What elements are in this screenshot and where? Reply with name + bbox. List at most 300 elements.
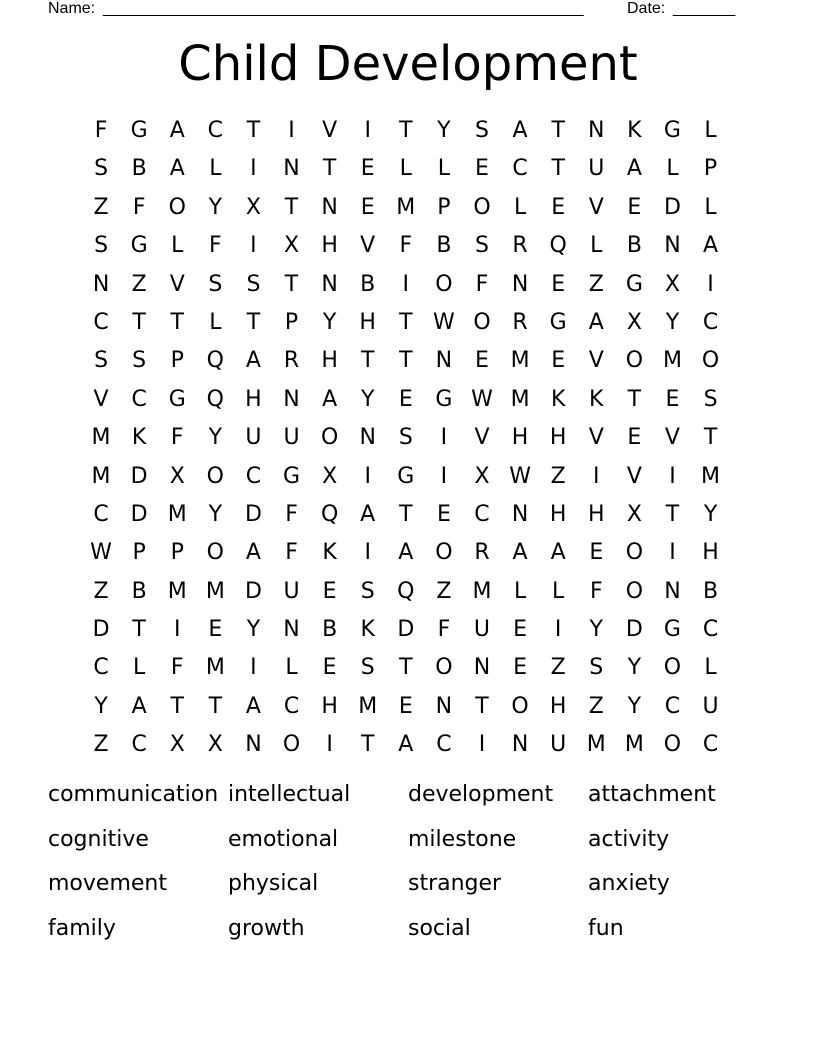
grid-letter[interactable]: T — [399, 118, 413, 143]
grid-letter[interactable]: F — [94, 118, 108, 143]
grid-letter[interactable]: H — [245, 386, 262, 412]
grid-letter[interactable]: Y — [208, 501, 223, 527]
grid-letter[interactable]: Q — [320, 501, 339, 527]
grid-letter[interactable]: N — [283, 617, 300, 643]
grid-letter[interactable]: S — [94, 233, 109, 259]
grid-letter[interactable]: S — [475, 233, 489, 259]
grid-letter[interactable]: D — [663, 194, 681, 220]
grid-letter[interactable]: A — [169, 118, 185, 143]
grid-letter[interactable]: B — [703, 578, 719, 604]
grid-letter[interactable]: E — [513, 655, 528, 681]
grid-letter[interactable]: D — [92, 617, 110, 643]
grid-row — [82, 227, 730, 265]
grid-letter[interactable]: P — [284, 309, 299, 335]
grid-letter[interactable]: E — [436, 501, 451, 527]
grid-letter[interactable]: I — [364, 118, 371, 143]
grid-letter[interactable]: O — [625, 348, 644, 374]
grid-letter[interactable]: Z — [588, 271, 604, 297]
grid-letter[interactable]: Y — [208, 194, 223, 220]
grid-letter[interactable]: H — [549, 693, 567, 719]
grid-letter[interactable]: U — [550, 732, 567, 758]
header — [48, 0, 748, 20]
grid-letter[interactable]: Y — [589, 617, 603, 643]
grid-letter[interactable]: M — [662, 348, 682, 374]
grid-letter[interactable]: O — [206, 540, 224, 566]
grid-letter[interactable]: T — [551, 118, 565, 143]
grid-letter[interactable]: I — [250, 655, 257, 681]
grid-letter[interactable]: M — [205, 578, 225, 604]
grid-letter[interactable]: A — [703, 233, 719, 259]
grid-letter[interactable]: G — [130, 118, 148, 143]
grid-letter[interactable]: T — [399, 655, 413, 681]
grid-letter[interactable]: T — [551, 156, 565, 182]
grid-letter[interactable]: T — [170, 309, 184, 335]
grid-letter[interactable]: F — [285, 540, 298, 566]
grid-letter[interactable]: T — [627, 386, 642, 412]
grid-letter[interactable]: F — [589, 578, 603, 604]
grid-letter[interactable]: C — [131, 732, 147, 758]
grid-letter[interactable]: D — [244, 501, 262, 527]
grid-letter[interactable]: O — [282, 732, 301, 758]
grid-letter[interactable]: Y — [94, 693, 108, 719]
grid-letter[interactable]: V — [626, 463, 642, 489]
grid-letter[interactable]: L — [437, 156, 451, 182]
grid-letter[interactable]: R — [474, 540, 490, 566]
grid-letter[interactable]: K — [589, 386, 604, 412]
grid-letter[interactable]: C — [702, 309, 719, 335]
grid-letter[interactable]: A — [398, 540, 414, 566]
grid-letter[interactable]: P — [132, 540, 146, 566]
grid-letter[interactable]: F — [399, 233, 413, 259]
grid-letter[interactable]: O — [435, 271, 453, 297]
grid-letter[interactable]: E — [589, 540, 604, 566]
grid-letter[interactable]: U — [245, 425, 262, 451]
grid-letter[interactable]: E — [322, 655, 337, 681]
grid-letter[interactable]: Y — [322, 309, 337, 335]
grid-letter[interactable]: E — [360, 156, 375, 182]
grid-letter[interactable]: S — [360, 655, 375, 681]
grid-letter[interactable]: T — [246, 309, 261, 335]
grid-letter[interactable]: V — [588, 194, 604, 220]
grid-letter[interactable]: N — [245, 732, 262, 758]
grid-letter[interactable]: Q — [397, 578, 415, 604]
grid-letter[interactable]: Y — [627, 693, 642, 719]
grid-letter[interactable]: K — [131, 425, 147, 451]
grid-letter[interactable]: E — [551, 194, 566, 220]
grid-letter[interactable]: S — [246, 271, 261, 297]
grid-letter[interactable]: U — [702, 693, 719, 719]
grid-letter[interactable]: T — [170, 693, 184, 719]
grid-letter[interactable]: K — [360, 617, 375, 643]
grid-letter[interactable]: L — [666, 156, 679, 182]
grid-letter[interactable]: L — [285, 655, 298, 681]
grid-letter[interactable]: M — [510, 386, 530, 412]
grid-letter[interactable]: O — [473, 309, 491, 335]
grid-letter[interactable]: S — [703, 386, 718, 412]
grid-letter[interactable]: O — [320, 425, 339, 451]
grid-letter[interactable]: V — [322, 118, 338, 143]
grid-letter[interactable]: A — [245, 540, 261, 566]
grid-letter[interactable]: E — [398, 693, 413, 719]
grid-letter[interactable]: S — [398, 425, 413, 451]
grid-letter[interactable]: I — [326, 732, 333, 758]
word-list-item: cognitive — [48, 826, 149, 852]
grid-letter[interactable]: Y — [437, 118, 451, 143]
grid-letter[interactable]: A — [398, 732, 414, 758]
grid-letter[interactable]: S — [94, 348, 109, 374]
grid-letter[interactable]: C — [283, 693, 300, 719]
grid-letter[interactable]: H — [549, 501, 567, 527]
grid-letter[interactable]: Z — [436, 578, 452, 604]
grid-letter[interactable]: E — [551, 348, 566, 374]
grid-letter[interactable]: H — [321, 233, 338, 259]
grid-letter[interactable]: Z — [550, 463, 566, 489]
grid-letter[interactable]: M — [701, 463, 721, 489]
grid-letter[interactable]: D — [130, 501, 148, 527]
grid-letter[interactable]: S — [94, 156, 109, 182]
grid-letter[interactable]: L — [399, 156, 412, 182]
grid-letter[interactable]: Z — [93, 578, 109, 604]
grid-letter[interactable]: D — [397, 617, 415, 643]
grid-letter[interactable]: E — [208, 617, 223, 643]
grid-letter[interactable]: S — [589, 655, 604, 681]
grid-letter[interactable]: H — [587, 501, 605, 527]
grid-letter[interactable]: M — [396, 194, 416, 220]
grid-letter[interactable]: C — [436, 732, 452, 758]
grid-letter[interactable]: L — [209, 309, 222, 335]
grid-letter[interactable]: X — [169, 463, 185, 489]
grid-letter[interactable]: V — [169, 271, 185, 297]
grid-letter[interactable]: F — [285, 501, 298, 527]
grid-letter[interactable]: T — [703, 425, 718, 451]
grid-letter[interactable]: O — [663, 732, 682, 758]
grid-letter[interactable]: L — [209, 156, 222, 182]
grid-letter[interactable]: Q — [206, 386, 224, 412]
grid-letter[interactable]: E — [551, 271, 566, 297]
grid-letter[interactable]: O — [168, 194, 186, 220]
grid-letter[interactable]: I — [554, 617, 562, 643]
grid-letter[interactable]: H — [359, 309, 376, 335]
grid-letter[interactable]: K — [550, 386, 566, 412]
grid-letter[interactable]: T — [246, 118, 261, 143]
grid-letter[interactable]: X — [626, 501, 642, 527]
name-field-line[interactable]: ______________________________________________________ — [103, 0, 584, 17]
grid-letter[interactable]: U — [588, 156, 605, 182]
grid-letter[interactable]: T — [208, 693, 223, 719]
grid-letter[interactable]: M — [586, 732, 606, 758]
grid-letter[interactable]: V — [664, 425, 680, 451]
grid-letter[interactable]: O — [473, 194, 491, 220]
grid-letter[interactable]: A — [245, 348, 261, 374]
grid-letter[interactable]: O — [511, 693, 529, 719]
grid-letter[interactable]: B — [131, 156, 147, 182]
grid-letter[interactable]: I — [250, 156, 257, 182]
grid-letter[interactable]: B — [626, 233, 642, 259]
grid-letter[interactable]: K — [322, 540, 337, 566]
grid-letter[interactable]: C — [702, 617, 719, 643]
grid-letter[interactable]: R — [512, 233, 528, 259]
grid-letter[interactable]: H — [511, 425, 529, 451]
word-list-item: family — [48, 916, 116, 942]
grid-letter[interactable]: N — [435, 693, 453, 719]
grid-letter[interactable]: I — [402, 271, 410, 297]
grid-letter[interactable]: F — [132, 194, 146, 220]
grid-letter[interactable]: O — [701, 348, 720, 374]
grid-letter[interactable]: T — [399, 501, 413, 527]
grid-letter[interactable]: H — [321, 693, 338, 719]
grid-letter[interactable]: B — [360, 271, 376, 297]
grid-letter[interactable]: A — [131, 693, 147, 719]
grid-letter[interactable]: C — [207, 118, 224, 143]
grid-letter[interactable]: H — [549, 425, 567, 451]
date-field-line[interactable]: _______ — [673, 0, 736, 17]
grid-letter[interactable]: E — [360, 194, 375, 220]
grid-letter[interactable]: Y — [246, 617, 261, 643]
grid-letter[interactable]: O — [663, 655, 682, 681]
grid-letter[interactable]: C — [245, 463, 262, 489]
grid-letter[interactable]: D — [625, 617, 643, 643]
grid-letter[interactable]: A — [512, 118, 528, 143]
grid-letter[interactable]: M — [91, 425, 111, 451]
grid-letter[interactable]: F — [209, 233, 222, 259]
grid-letter[interactable]: C — [131, 386, 147, 412]
grid-letter[interactable]: L — [513, 194, 527, 220]
grid-letter[interactable]: D — [130, 463, 148, 489]
grid-letter[interactable]: N — [435, 348, 453, 374]
grid-letter[interactable]: X — [474, 463, 490, 489]
grid-letter[interactable]: O — [625, 578, 644, 604]
grid-letter[interactable]: E — [398, 386, 413, 412]
grid-letter[interactable]: L — [513, 578, 527, 604]
grid-letter[interactable]: V — [588, 425, 604, 451]
grid-letter[interactable]: C — [702, 732, 719, 758]
grid-letter[interactable]: L — [133, 655, 146, 681]
grid-letter[interactable]: X — [169, 732, 185, 758]
grid-letter[interactable]: L — [704, 118, 717, 143]
grid-letter[interactable]: O — [625, 540, 644, 566]
grid-letter[interactable]: C — [512, 156, 528, 182]
grid-letter[interactable]: T — [665, 501, 680, 527]
grid-letter[interactable]: T — [475, 693, 489, 719]
grid-letter[interactable]: S — [208, 271, 223, 297]
grid-letter[interactable]: A — [588, 309, 604, 335]
grid-letter[interactable]: T — [132, 309, 146, 335]
grid-letter[interactable]: A — [550, 540, 566, 566]
grid-letter[interactable]: N — [511, 271, 529, 297]
grid-letter[interactable]: T — [399, 309, 413, 335]
grid-letter[interactable]: A — [322, 386, 338, 412]
grid-letter[interactable]: N — [283, 156, 300, 182]
grid-letter[interactable]: A — [245, 693, 261, 719]
grid-letter[interactable]: Z — [93, 732, 109, 758]
grid-letter[interactable]: Z — [131, 271, 147, 297]
grid-letter[interactable]: S — [132, 348, 147, 374]
grid-letter[interactable]: X — [322, 463, 338, 489]
grid-letter[interactable]: X — [207, 732, 223, 758]
grid-letter[interactable]: M — [167, 501, 187, 527]
grid-letter[interactable]: G — [625, 271, 643, 297]
grid-letter[interactable]: N — [511, 732, 529, 758]
grid-letter[interactable]: Y — [360, 386, 375, 412]
grid-letter[interactable]: M — [510, 348, 530, 374]
grid-row — [82, 419, 730, 457]
grid-letter[interactable]: I — [440, 425, 448, 451]
grid-letter[interactable]: N — [664, 233, 681, 259]
grid-letter[interactable]: T — [399, 348, 413, 374]
word-list-row — [48, 821, 768, 866]
grid-letter[interactable]: N — [321, 271, 338, 297]
grid-letter[interactable]: I — [440, 463, 448, 489]
grid-letter[interactable]: A — [626, 156, 642, 182]
grid-letter[interactable]: P — [170, 348, 184, 374]
grid-letter[interactable]: N — [359, 425, 376, 451]
grid-letter[interactable]: A — [512, 540, 528, 566]
grid-letter[interactable]: G — [282, 463, 301, 489]
grid-letter[interactable]: X — [664, 271, 680, 297]
grid-letter[interactable]: G — [663, 118, 681, 143]
grid-letter[interactable]: M — [205, 655, 225, 681]
grid-letter[interactable]: E — [475, 156, 489, 182]
grid-letter[interactable]: Q — [206, 348, 224, 374]
grid-letter[interactable]: H — [321, 348, 338, 374]
grid-letter[interactable]: U — [283, 425, 300, 451]
grid-letter[interactable]: M — [358, 693, 378, 719]
grid-letter[interactable]: L — [704, 194, 717, 220]
grid-letter[interactable]: T — [322, 156, 337, 182]
grid-letter[interactable]: V — [93, 386, 109, 412]
grid-letter[interactable]: N — [664, 578, 681, 604]
grid-letter[interactable]: B — [436, 233, 452, 259]
grid-letter[interactable]: G — [435, 386, 453, 412]
grid-letter[interactable]: Y — [627, 655, 642, 681]
grid-letter[interactable]: O — [435, 540, 453, 566]
grid-letter[interactable]: G — [549, 309, 567, 335]
grid-letter[interactable]: T — [360, 348, 375, 374]
grid-letter[interactable]: S — [360, 578, 375, 604]
grid-letter[interactable]: P — [170, 540, 184, 566]
grid-letter[interactable]: I — [288, 118, 295, 143]
grid-letter[interactable]: W — [471, 386, 493, 412]
grid-letter[interactable]: M — [624, 732, 644, 758]
grid-letter[interactable]: C — [93, 309, 109, 335]
grid-letter[interactable]: F — [170, 425, 184, 451]
grid-letter[interactable]: P — [437, 194, 451, 220]
grid-letter[interactable]: D — [244, 578, 262, 604]
grid-letter[interactable]: C — [93, 655, 109, 681]
grid-letter[interactable]: T — [284, 271, 299, 297]
grid-letter[interactable]: E — [627, 425, 642, 451]
grid-letter[interactable]: S — [475, 118, 489, 143]
grid-letter[interactable]: Q — [549, 233, 567, 259]
grid-letter[interactable]: C — [93, 501, 109, 527]
grid-letter[interactable]: E — [665, 386, 680, 412]
grid-letter[interactable]: E — [627, 194, 642, 220]
grid-letter[interactable]: N — [473, 655, 491, 681]
grid-letter[interactable]: I — [478, 732, 486, 758]
grid-letter[interactable]: N — [321, 194, 338, 220]
word-list-row — [48, 865, 768, 910]
grid-letter[interactable]: H — [702, 540, 719, 566]
grid-letter[interactable]: X — [283, 233, 300, 259]
grid-letter[interactable]: E — [513, 617, 528, 643]
grid-letter[interactable]: R — [283, 348, 300, 374]
grid-letter[interactable]: I — [707, 271, 714, 297]
grid-letter[interactable]: G — [397, 463, 415, 489]
grid-letter[interactable]: T — [284, 194, 299, 220]
grid-letter[interactable]: X — [245, 194, 261, 220]
grid-letter[interactable]: N — [92, 271, 110, 297]
grid-letter[interactable]: C — [664, 693, 681, 719]
grid-letter[interactable]: I — [669, 463, 676, 489]
grid-letter[interactable]: I — [250, 233, 257, 259]
grid-letter[interactable]: O — [435, 655, 453, 681]
grid-letter[interactable]: T — [360, 732, 375, 758]
grid-letter[interactable]: T — [132, 617, 146, 643]
word-list-item: intellectual — [228, 782, 351, 807]
grid-letter[interactable]: I — [173, 617, 181, 643]
grid-letter[interactable]: L — [171, 233, 184, 259]
grid-letter[interactable]: Z — [588, 693, 604, 719]
grid-letter[interactable]: Z — [93, 194, 109, 220]
grid-letter[interactable]: L — [590, 233, 603, 259]
grid-letter[interactable]: F — [437, 617, 451, 643]
grid-letter[interactable]: Y — [208, 425, 223, 451]
grid-letter[interactable]: G — [663, 617, 681, 643]
grid-letter[interactable]: G — [168, 386, 186, 412]
grid-letter[interactable]: N — [511, 501, 529, 527]
grid-letter[interactable]: M — [167, 578, 187, 604]
grid-letter[interactable]: E — [322, 578, 337, 604]
grid-letter[interactable]: B — [322, 617, 338, 643]
grid-letter[interactable]: I — [364, 463, 371, 489]
grid-letter[interactable]: M — [91, 463, 111, 489]
grid-letter[interactable]: K — [627, 118, 642, 143]
grid-letter[interactable]: Z — [550, 655, 566, 681]
grid-letter[interactable]: Y — [665, 309, 680, 335]
grid-letter[interactable]: E — [475, 348, 489, 374]
grid-letter[interactable]: U — [283, 578, 300, 604]
grid-letter[interactable]: I — [669, 540, 676, 566]
grid-letter[interactable]: I — [593, 463, 600, 489]
grid-letter[interactable]: V — [588, 348, 604, 374]
grid-letter[interactable]: N — [283, 386, 300, 412]
grid-letter[interactable]: X — [626, 309, 642, 335]
word-list-item: development — [408, 782, 554, 807]
grid-letter[interactable]: O — [206, 463, 224, 489]
grid-letter[interactable]: F — [475, 271, 489, 297]
grid-letter[interactable]: W — [90, 540, 112, 566]
grid-letter[interactable]: A — [169, 156, 185, 182]
grid-letter[interactable]: R — [512, 309, 528, 335]
grid-letter[interactable]: Y — [703, 501, 718, 527]
grid-letter[interactable]: U — [473, 617, 491, 643]
grid-letter[interactable]: V — [360, 233, 376, 259]
grid-letter[interactable]: C — [474, 501, 490, 527]
grid-letter[interactable]: V — [474, 425, 490, 451]
grid-letter[interactable]: F — [170, 655, 184, 681]
grid-letter[interactable]: L — [704, 655, 717, 681]
grid-letter[interactable]: L — [552, 578, 565, 604]
grid-letter[interactable]: B — [131, 578, 147, 604]
grid-letter[interactable]: I — [364, 540, 371, 566]
grid-letter[interactable]: G — [130, 233, 148, 259]
grid-letter[interactable]: A — [360, 501, 376, 527]
grid-letter[interactable]: W — [509, 463, 531, 489]
grid-letter[interactable]: N — [588, 118, 605, 143]
grid-letter[interactable]: P — [703, 156, 718, 182]
grid-letter[interactable]: M — [472, 578, 492, 604]
grid-letter[interactable]: W — [433, 309, 455, 335]
